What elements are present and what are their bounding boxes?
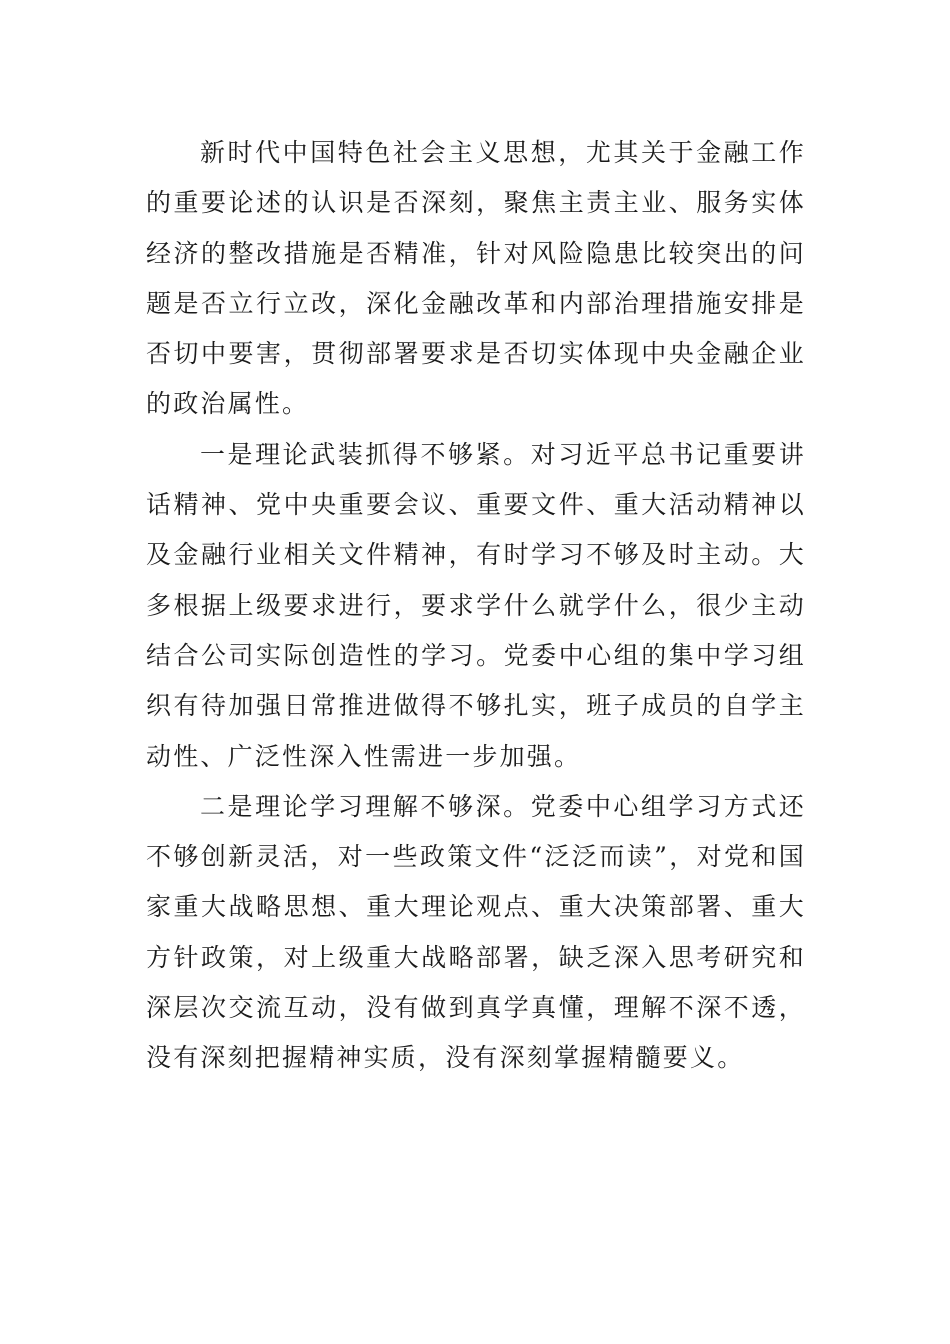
document-body [146, 128, 806, 1084]
paragraph-continued: 新时代中国特色社会主义思想，尤其关于金融工作的重要论述的认识是否深刻，聚焦主责主业、服务实体经济的整改措施是否精准，针对风险隐患比较突出的问题是否立行立改，深化金融改革和内部治理措施安排是否切中要害，贯彻部署要求是否切实体现中央金融企业的政治属性。 [146, 138, 806, 419]
paragraph-point-two: 二是理论学习理解不够深。党委中心组学习方式还不够创新灵活，对一些政策文件“泛泛而读”，对党和国家重大战略思想、重大理论观点、重大决策部署、重大方针政策，对上级重大战略部署，缺乏深入思考研究和深层次交流互动，没有做到真学真懂，理解不深不透，没有深刻把握精神实质，没有深刻掌握精髓要义。 [146, 791, 806, 1073]
paragraph-point-one: 一是理论武装抓得不够紧。对习近平总书记重要讲话精神、党中央重要会议、重要文件、重大活动精神以及金融行业相关文件精神，有时学习不够及时主动。大多根据上级要求进行，要求学什么就学什么，很少主动结合公司实际创造性的学习。党委中心组的集中学习组织有待加强日常推进做得不够扎实，班子成员的自学主动性、广泛性深入性需进一步加强。 [146, 439, 806, 771]
